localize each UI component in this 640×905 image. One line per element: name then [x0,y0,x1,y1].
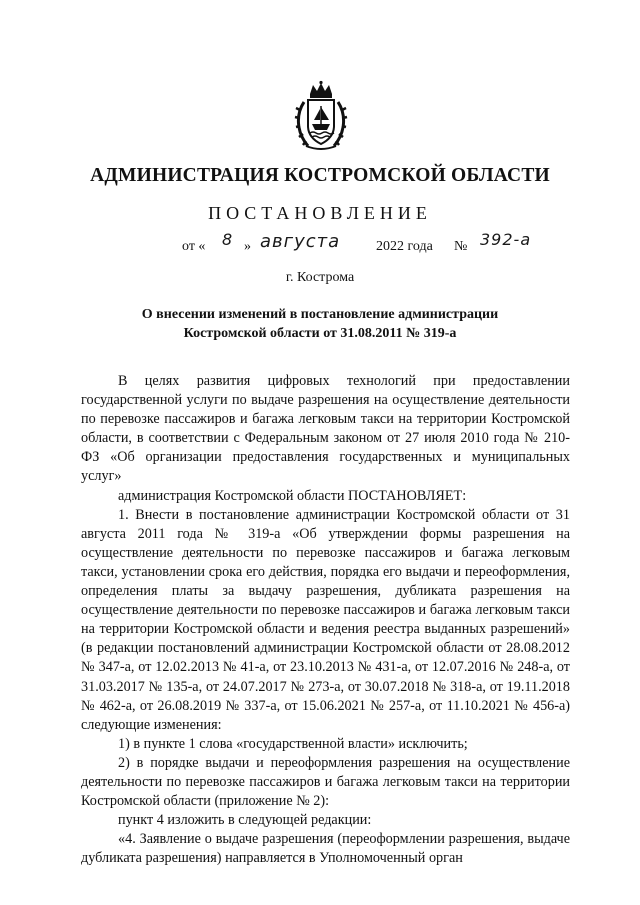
document-body [81,372,570,868]
date-prefix: от « [182,239,206,254]
subject-line: О внесении изменений в постановление администрации [141,307,499,322]
body-paragraph: 1) в пункте 1 слова «государственной власти» исключить; [118,735,468,752]
date-day-handwritten: 8 [222,230,234,249]
organization-title: АДМИНИСТРАЦИЯ КОСТРОМСКОЙ ОБЛАСТИ [90,165,550,186]
document-number-handwritten: 392-а [480,230,532,249]
body-paragraph: 2) в порядке выдачи и переоформления разрешения на осуществление деятельности по перевозке пассажиров и багажа легковым такси на территории Костромской области (приложение № 2): [81,754,570,810]
coat-of-arms-icon [294,80,348,152]
date-year: 2022 года [376,239,433,254]
date-quote-close: » [244,239,251,254]
subject-line: Костромской области от 31.08.2011 № 319-а [183,326,457,341]
body-paragraph: В целях развития цифровых технологий при предоставлении государственной услуги по выдаче разрешения на осуществление деятельности по перевозке пассажиров и багажа легковым такси на территории Костромской области, в соответствии с Федеральным законом от 27 июля 2010 года № 210-ФЗ «Об организации предоставления государственных и муниципальных услуг» [81,373,570,485]
city: г. Кострома [285,270,355,285]
body-paragraph: 1. Внести в постановление администрации Костромской области от 31 августа 2011 года № 319-а «Об утверждении формы разрешения на осуществление деятельности по перевозке пассажиров и багажа легковым такси, установлении срока его действия, порядка его выдачи и переоформления, определения платы за выдачу разрешения, дубликата разрешения на осуществление деятельности по перевозке пассажиров и багажа легковым такси на территории Костромской области и ведения реестра выданных разрешений» (в редакции постановлений администрации Костромской области от 28.08.2012 № 347-а, от 12.02.2013 № 41-а, от 23.10.2013 № 431-а, от 12.07.2016 № 248-а, от 31.03.2017 № 135-а, от 24.07.2017 № 273-а, от 30.07.2018 № 318-а, от 19.11.2018 № 462-а, от 26.08.2019 № 337-а, от 15.06.2021 № 257-а, от 11.10.2021 № 456-а) следующие изменения: [81,506,570,733]
date-month-handwritten: августа [260,231,341,252]
document-subject [100,305,540,343]
body-paragraph: администрация Костромской области ПОСТАНОВЛЯЕТ: [118,487,467,504]
date-number-line [182,228,582,258]
body-paragraph: пункт 4 изложить в следующей редакции: [118,812,372,829]
body-paragraph: «4. Заявление о выдаче разрешения (переоформлении разрешения, выдаче дубликата разрешения) направляется в Уполномоченный орган [81,831,570,867]
number-sign: № [454,239,468,254]
document-type: ПОСТАНОВЛЕНИЕ [208,203,432,223]
